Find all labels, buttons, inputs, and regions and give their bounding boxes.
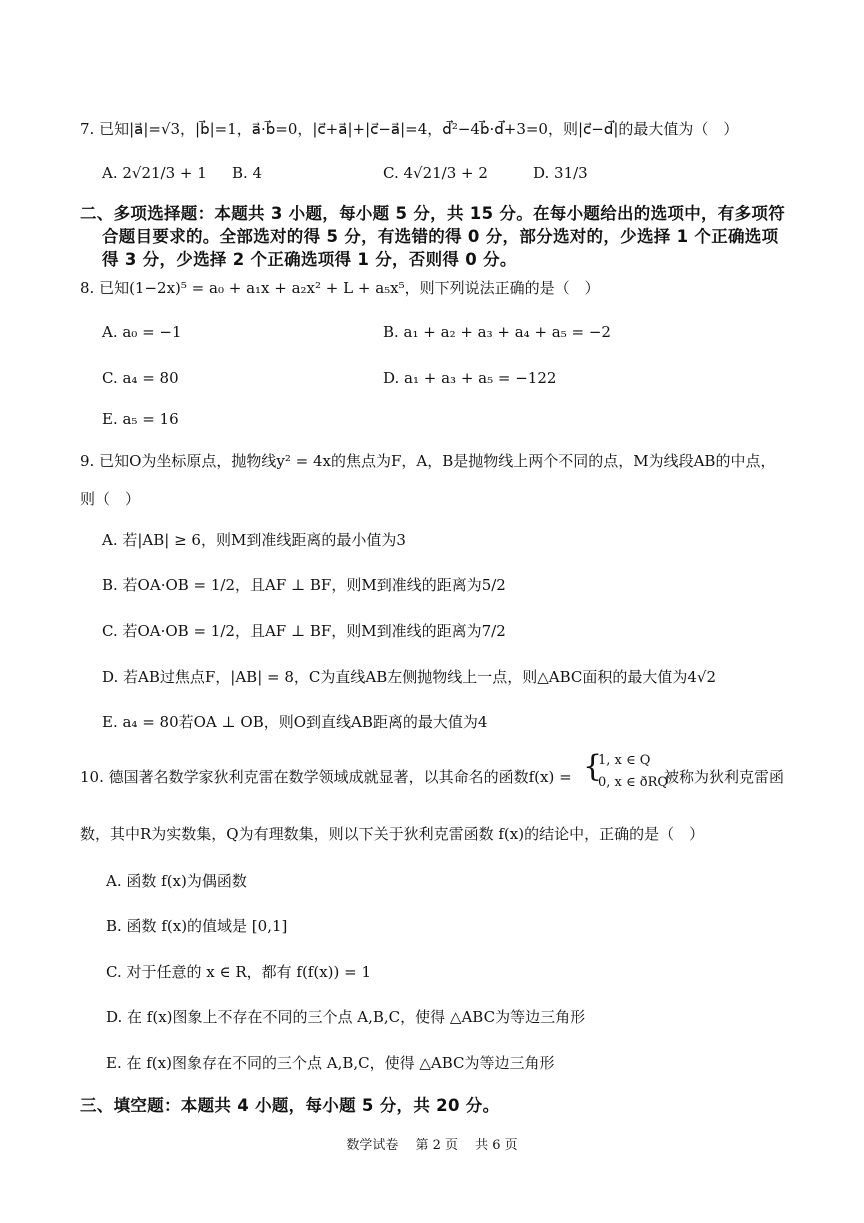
q8-option-d: D. a₁ + a₃ + a₅ = −122 — [383, 369, 557, 387]
q9-option-a: A. 若|AB| ≥ 6，则M到准线距离的最小值为3 — [102, 531, 406, 549]
q8-option-c: C. a₄ = 80 — [102, 369, 179, 387]
q10-case-brace: { — [583, 749, 603, 784]
q8-option-e: E. a₅ = 16 — [102, 410, 179, 428]
section2-line3: 得 3 分，少选择 2 个正确选项得 1 分，否则得 0 分。 — [102, 250, 517, 269]
q7-option-d: D. 31/3 — [533, 164, 588, 182]
q10-stem-line1a: 10. 德国著名数学家狄利克雷在数学领域成就显著，以其命名的函数f(x) = — [80, 768, 572, 786]
section3-heading: 三、填空题：本题共 4 小题，每小题 5 分，共 20 分。 — [80, 1096, 500, 1115]
q10-option-c: C. 对于任意的 x ∈ R，都有 f(f(x)) = 1 — [106, 963, 372, 981]
q7-option-c: C. 4√21/3 + 2 — [383, 164, 488, 182]
q10-case-irrational: 0, x ∈ ðRQ — [598, 775, 669, 790]
section2-line2: 合题目要求的。全部选对的得 5 分，有选错的得 0 分，部分选对的，少选择 1 个正确选项 — [102, 227, 779, 246]
section2-line1: 二、多项选择题：本题共 3 小题，每小题 5 分，共 15 分。在每小题给出的选项中，有多项符 — [80, 204, 785, 223]
q8-option-a: A. a₀ = −1 — [102, 323, 182, 341]
q10-option-e: E. 在 f(x)图象存在不同的三个点 A,B,C，使得 △ABC为等边三角形 — [106, 1054, 555, 1072]
q7-stem: 7. 已知|a⃗|=√3，|b⃗|=1，a⃗·b⃗=0，|c⃗+a⃗|+|c⃗−a⃗|=4，d⃗²−4b⃗·d⃗+3=0，则|c⃗−d⃗|的最大值为（ ） — [80, 120, 739, 138]
q9-stem-line1: 9. 已知O为坐标原点，抛物线y² = 4x的焦点为F，A，B是抛物线上两个不同的点，M为线段AB的中点， — [80, 452, 776, 470]
q7-option-b: B. 4 — [232, 164, 263, 182]
q10-stem-line1b: 被称为狄利克雷函 — [664, 768, 785, 786]
q9-option-b: B. 若OA·OB = 1/2，且AF ⊥ BF，则M到准线的距离为5/2 — [102, 576, 506, 594]
q9-option-e: E. a₄ = 80若OA ⊥ OB，则O到直线AB距离的最大值为4 — [102, 713, 488, 731]
q10-stem-line2: 数，其中R为实数集，Q为有理数集，则以下关于狄利克雷函数 f(x)的结论中，正确的是（ ） — [80, 825, 705, 843]
page-footer: 数学试卷 第 2 页 共 6 页 — [346, 1138, 518, 1153]
q10-option-b: B. 函数 f(x)的值域是 [0,1] — [106, 917, 288, 935]
q8-stem: 8. 已知(1−2x)⁵ = a₀ + a₁x + a₂x² + L + a₅x⁵，则下列说法正确的是（ ） — [80, 279, 600, 297]
q7-option-a: A. 2√21/3 + 1 — [102, 164, 207, 182]
q8-option-b: B. a₁ + a₂ + a₃ + a₄ + a₅ = −2 — [383, 323, 611, 341]
q10-option-a: A. 函数 f(x)为偶函数 — [106, 872, 247, 890]
q9-option-c: C. 若OA·OB = 1/2，且AF ⊥ BF，则M到准线的距离为7/2 — [102, 622, 506, 640]
q9-option-d: D. 若AB过焦点F，|AB| = 8，C为直线AB左侧抛物线上一点，则△ABC面积的最大值为4√2 — [102, 668, 717, 686]
q10-case-rational: 1, x ∈ Q — [598, 753, 651, 768]
q9-stem-line2: 则（ ） — [80, 490, 141, 508]
q10-option-d: D. 在 f(x)图象上不存在不同的三个点 A,B,C，使得 △ABC为等边三角形 — [106, 1008, 586, 1026]
